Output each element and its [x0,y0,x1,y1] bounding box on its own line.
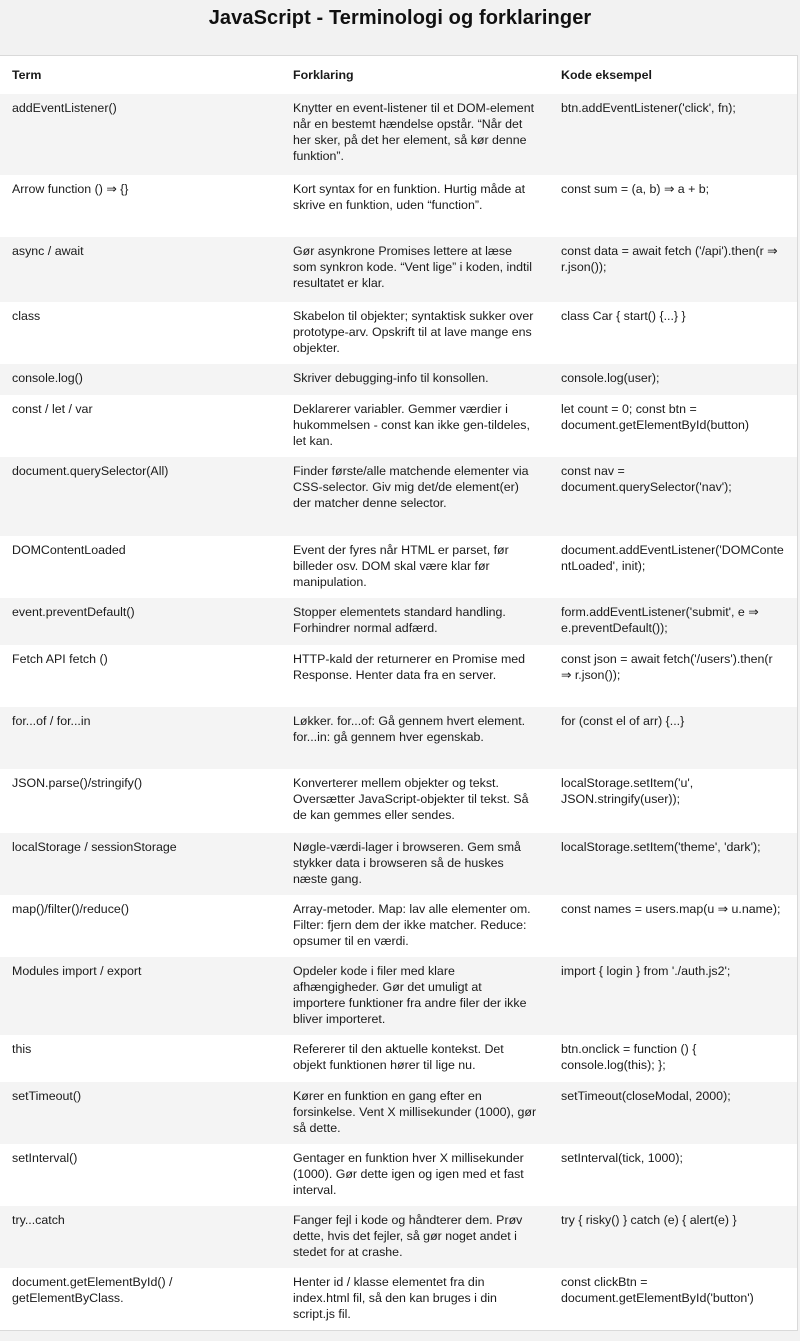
term-cell: document.querySelector(All) [0,457,281,536]
code-example-cell: class Car { start() {...} } [549,302,797,364]
code-example-cell: let count = 0; const btn = document.getElementById(button) [549,395,797,457]
explanation-cell: Knytter en event-listener til et DOM-element når en bestemt hændelse opstår. “Når det her sker, på det her element, så kør denne funktion”. [281,94,549,175]
code-example-cell: const data = await fetch ('/api').then(r ⇒ r.json()); [549,237,797,302]
code-example-cell: document.addEventListener('DOMContentLoaded', init); [549,536,797,598]
code-example-cell: localStorage.setItem('theme', 'dark'); [549,833,797,895]
explanation-cell: Nøgle-værdi-lager i browseren. Gem små stykker data i browseren så de huskes næste gang. [281,833,549,895]
term-cell: map()/filter()/reduce() [0,895,281,957]
explanation-cell: Refererer til den aktuelle kontekst. Det objekt funktionen hører til lige nu. [281,1035,549,1082]
term-cell: Arrow function () ⇒ {} [0,175,281,237]
terminology-table-container [0,55,798,1331]
header-term: Term [0,56,281,94]
term-cell: setTimeout() [0,1082,281,1144]
table-row [0,175,797,237]
explanation-cell: Konverterer mellem objekter og tekst. Oversætter JavaScript-objekter til tekst. Så de kan gemmes eller sendes. [281,769,549,833]
table-row [0,302,797,364]
code-example-cell: setInterval(tick, 1000); [549,1144,797,1206]
explanation-cell: Gentager en funktion hver X millisekunder (1000). Gør dette igen og igen med et fast interval. [281,1144,549,1206]
table-row [0,1206,797,1268]
explanation-cell: Skriver debugging-info til konsollen. [281,364,549,395]
table-body [0,94,797,1330]
table-header-row [0,56,797,94]
table-row [0,833,797,895]
table-row [0,1144,797,1206]
term-cell: this [0,1035,281,1082]
table-row [0,94,797,175]
term-cell: setInterval() [0,1144,281,1206]
term-cell: const / let / var [0,395,281,457]
term-cell: localStorage / sessionStorage [0,833,281,895]
terminology-table [0,56,797,1330]
code-example-cell: localStorage.setItem('u', JSON.stringify(user)); [549,769,797,833]
code-example-cell: btn.addEventListener('click', fn); [549,94,797,175]
code-example-cell: try { risky() } catch (e) { alert(e) } [549,1206,797,1268]
explanation-cell: Henter id / klasse elementet fra din index.html fil, så den kan bruges i din script.js fil. [281,1268,549,1330]
code-example-cell: const sum = (a, b) ⇒ a + b; [549,175,797,237]
table-row [0,895,797,957]
explanation-cell: Finder første/alle matchende elementer via CSS-selector. Giv mig det/de element(er) der matcher denne selector. [281,457,549,536]
table-row [0,457,797,536]
term-cell: JSON.parse()/stringify() [0,769,281,833]
table-row [0,237,797,302]
explanation-cell: Stopper elementets standard handling. Forhindrer normal adfærd. [281,598,549,645]
code-example-cell: form.addEventListener('submit', e ⇒ e.preventDefault()); [549,598,797,645]
code-example-cell: import { login } from './auth.js2'; [549,957,797,1035]
explanation-cell: Løkker. for...of: Gå gennem hvert element. for...in: gå gennem hver egenskab. [281,707,549,769]
page-title: JavaScript - Terminologi og forklaringer [208,7,592,29]
table-row [0,1035,797,1082]
table-row [0,957,797,1035]
term-cell: DOMContentLoaded [0,536,281,598]
title-bar [0,0,800,54]
term-cell: class [0,302,281,364]
term-cell: Modules import / export [0,957,281,1035]
term-cell: for...of / for...in [0,707,281,769]
term-cell: document.getElementById() / getElementByClass. [0,1268,281,1330]
explanation-cell: Deklarerer variabler. Gemmer værdier i hukommelsen - const kan ikke gen-tildeles, let kan. [281,395,549,457]
explanation-cell: Opdeler kode i filer med klare afhængigheder. Gør det umuligt at importere funktioner fra andre filer der ikke bliver importeret. [281,957,549,1035]
code-example-cell: btn.onclick = function () { console.log(this); }; [549,1035,797,1082]
table-row [0,395,797,457]
header-code-example: Kode eksempel [549,56,797,94]
table-row [0,364,797,395]
table-row [0,769,797,833]
term-cell: Fetch API fetch () [0,645,281,707]
table-row [0,645,797,707]
explanation-cell: Gør asynkrone Promises lettere at læse som synkron kode. “Vent lige” i koden, indtil resultatet er klar. [281,237,549,302]
explanation-cell: HTTP-kald der returnerer en Promise med Response. Henter data fra en server. [281,645,549,707]
code-example-cell: console.log(user); [549,364,797,395]
table-row [0,1082,797,1144]
code-example-cell: const json = await fetch('/users').then(r ⇒ r.json()); [549,645,797,707]
table-row [0,1268,797,1330]
table-row [0,536,797,598]
term-cell: try...catch [0,1206,281,1268]
table-row [0,598,797,645]
code-example-cell: const nav = document.querySelector('nav'); [549,457,797,536]
explanation-cell: Skabelon til objekter; syntaktisk sukker over prototype-arv. Opskrift til at lave mange ens objekter. [281,302,549,364]
term-cell: async / await [0,237,281,302]
code-example-cell: for (const el of arr) {...} [549,707,797,769]
term-cell: addEventListener() [0,94,281,175]
explanation-cell: Array-metoder. Map: lav alle elementer om. Filter: fjern dem der ikke matcher. Reduce: opsumer til en værdi. [281,895,549,957]
explanation-cell: Kører en funktion en gang efter en forsinkelse. Vent X millisekunder (1000), gør så dette. [281,1082,549,1144]
term-cell: console.log() [0,364,281,395]
term-cell: event.preventDefault() [0,598,281,645]
code-example-cell: const clickBtn = document.getElementById('button') [549,1268,797,1330]
table-row [0,707,797,769]
explanation-cell: Event der fyres når HTML er parset, før billeder osv. DOM skal være klar før manipulation. [281,536,549,598]
header-explanation: Forklaring [281,56,549,94]
explanation-cell: Kort syntax for en funktion. Hurtig måde at skrive en funktion, uden “function”. [281,175,549,237]
explanation-cell: Fanger fejl i kode og håndterer dem. Prøv dette, hvis det fejler, så gør noget andet i stedet for at crashe. [281,1206,549,1268]
code-example-cell: setTimeout(closeModal, 2000); [549,1082,797,1144]
code-example-cell: const names = users.map(u ⇒ u.name); [549,895,797,957]
